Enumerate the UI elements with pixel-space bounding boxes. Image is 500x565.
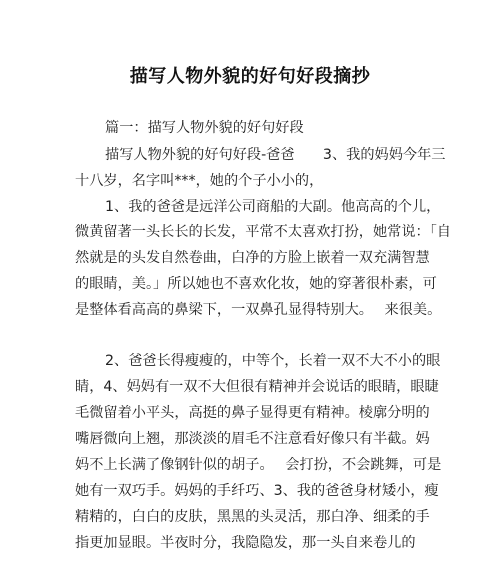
- paragraph-line: 十八岁，名字叫***，她的个子小小的，: [75, 173, 324, 189]
- paragraph-line: 微黄留著一头长长的长发，平常不太喜欢打扮，她常说：「自: [75, 224, 451, 240]
- paragraph-line: 指更加显眼。半夜时分，我隐隐发，那一头自来卷儿的: [75, 535, 416, 551]
- paragraph-line: 精精的，白白的皮肤，黑黑的头灵活，那白净、细柔的手: [75, 509, 430, 525]
- paragraph-line: 的眼睛，美。」所以她也不喜欢化妆，她的穿著很朴素，可: [75, 276, 437, 292]
- paragraph-line: 是整体看高高的鼻梁下，一双鼻孔显得特别大。 来很美。: [75, 302, 442, 318]
- paragraph-line: 描写人物外貌的好句好段-爸爸 3、我的妈妈今年三: [105, 147, 446, 163]
- paragraph-line: 嘴唇微向上翘，那淡淡的眉毛不注意看好像只有半截。妈: [75, 431, 430, 447]
- document-title: 描写人物外貌的好句好段摘抄: [129, 66, 371, 87]
- paragraph-line: 然就是的头发自然卷曲，白净的方脸上嵌着一双充满智慧: [75, 250, 430, 266]
- paragraph-line: 1、我的爸爸是远洋公司商船的大副。他高高的个儿，: [105, 199, 441, 215]
- paragraph-line: 妈不上长满了像钢针似的胡子。 会打扮，不会跳舞，可是: [75, 457, 442, 473]
- paragraph-line: 睛，4、妈妈有一双不大但很有精神并会说话的眼睛，眼睫: [75, 379, 439, 395]
- paragraph-line: 2、爸爸长得瘦瘦的，中等个，长着一双不大不小的眼: [105, 353, 441, 369]
- section-heading: 篇一：描写人物外貌的好句好段: [105, 120, 304, 136]
- paragraph-line: 毛微留着小平头，高挺的鼻子显得更有精神。棱廓分明的: [75, 405, 430, 421]
- paragraph-line: 她有一双巧手。妈妈的手纤巧、3、我的爸爸身材矮小，瘦: [75, 483, 439, 499]
